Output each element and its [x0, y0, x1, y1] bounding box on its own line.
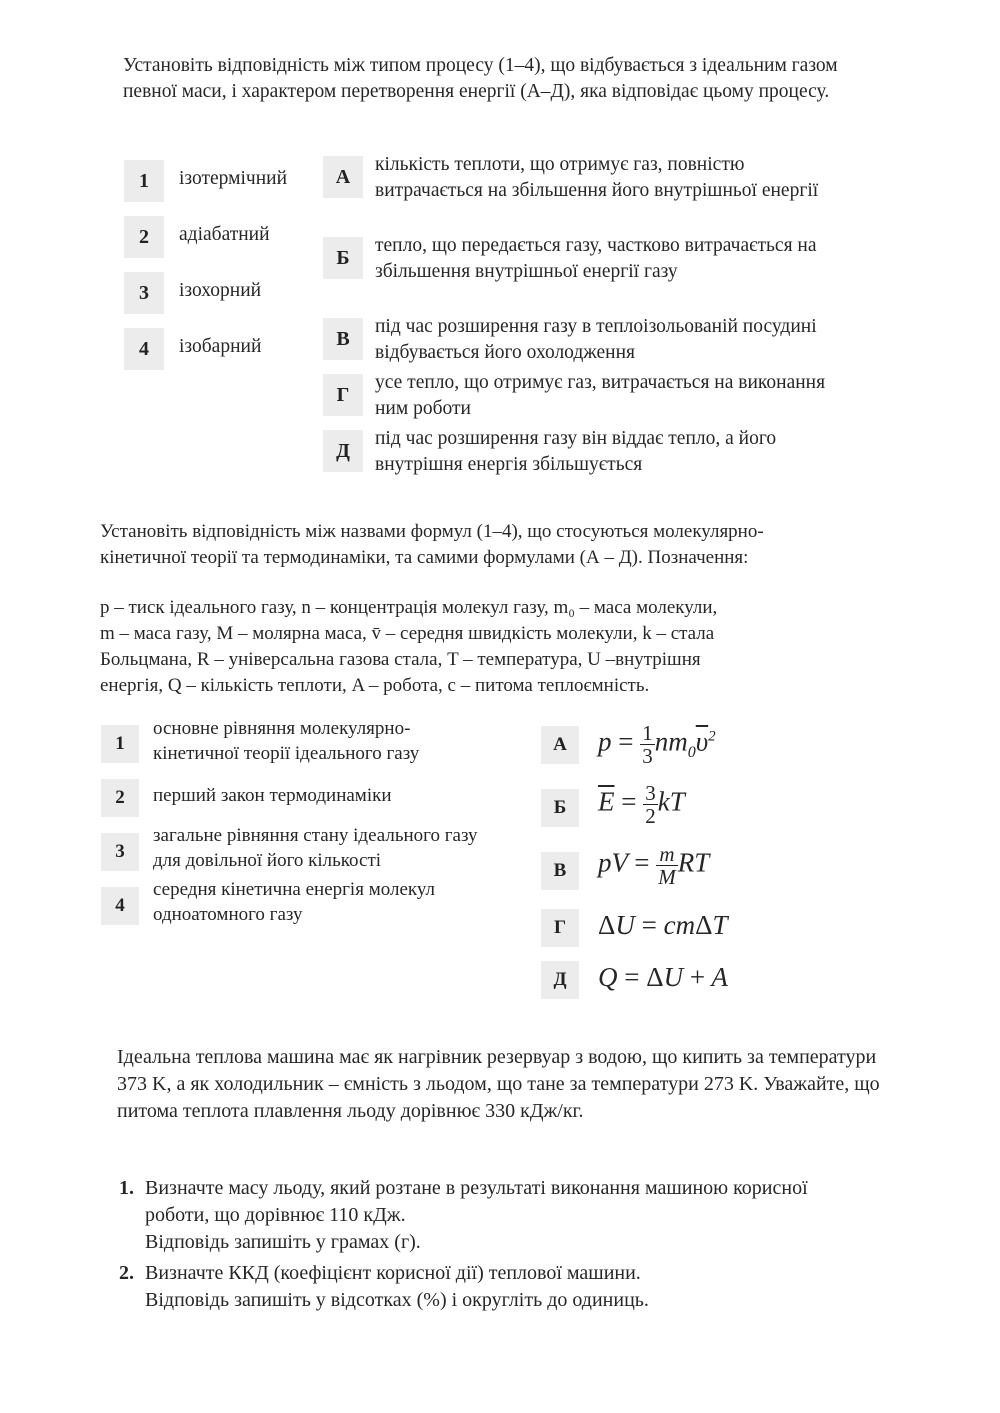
task3-question-2-num: 2. — [119, 1262, 134, 1284]
task2-formula-letter-v: В — [541, 852, 579, 890]
task2-left-num-4: 4 — [101, 887, 139, 925]
task3-question-2-note: Відповідь запишіть у відсотках (%) і округліть до одиниць. — [145, 1289, 649, 1311]
task1-left-num-4: 4 — [124, 328, 164, 370]
task1-right-letter-a: А — [323, 156, 363, 198]
task1-right-letter-b: Б — [323, 237, 363, 279]
task2-left-label-3: загальне рівняння стану ідеального газу для довільної його кількості — [153, 825, 478, 871]
task1-left-label-4: ізобарний — [179, 336, 262, 357]
formula-d: Q = ΔU + A — [598, 962, 728, 992]
task1-right-letter-v: В — [323, 318, 363, 360]
task1-right-letter-d: Д — [323, 430, 363, 472]
task2-intro: Установіть відповідність між назвами формул (1–4), що стосуються молекулярно-кінетичної теорії та термодинаміки, та самими формулами (А – Д). Позначення: — [100, 521, 764, 568]
task2-left-label-1: основне рівняння молекулярно-кінетичної теорії ідеального газу — [153, 718, 420, 764]
task2-left-label-4: середня кінетична енергія молекул одноатомного газу — [153, 879, 435, 925]
legend-line-4: енергія, Q – кількість теплоти, A – робота, c – питома теплоємність. — [100, 675, 650, 696]
task1-right-letter-h: Г — [323, 374, 363, 416]
task3-question-2-text: Визначте ККД (коефіцієнт корисної дії) теплової машини. — [145, 1262, 641, 1284]
task3-questions — [119, 1175, 849, 1314]
task2-left-num-1: 1 — [101, 725, 139, 763]
task2-legend — [100, 595, 830, 699]
legend-line-1: p – тиск ідеального газу, n – концентрація молекул газу, m₀ – маса молекули, — [100, 597, 718, 618]
task1-left-num-2: 2 — [124, 216, 164, 258]
task2-formula-letter-d: Д — [541, 961, 579, 999]
formula-b: $\overline{E}$ = $\frac{3}{2}$ kT — [598, 781, 685, 828]
legend-line-2: m – маса газу, M – молярна маса, v̄ – середня швидкість молекули, k – стала — [100, 623, 715, 644]
task1-left-num-1: 1 — [124, 160, 164, 202]
task1-left-label-3: ізохорний — [179, 280, 262, 301]
task3-question-1-text: Визначте масу льоду, який розтане в результаті виконання машиною корисної роботи, що дорівнює 110 кДж. — [145, 1177, 808, 1226]
task2-left-num-2: 2 — [101, 779, 139, 817]
formula-a: p = $\frac{1}{3}$ $nm_0\overline{\upsilon}^2$ — [598, 721, 716, 768]
task1-intro: Установіть відповідність між типом процесу (1–4), що відбувається з ідеальним газом певної маси, і характером перетворення енергії (А–Д), яка відповідає цьому процесу. — [123, 55, 838, 102]
task1-left-num-3: 3 — [124, 272, 164, 314]
task3-question-1 — [119, 1175, 849, 1256]
formula-v: pV = $\frac{m}{M}$ RT — [598, 842, 710, 889]
task3-question-1-num: 1. — [119, 1177, 134, 1199]
task1-right-text-v: під час розширення газу в теплоізольованій посудині відбувається його охолодження — [375, 316, 817, 363]
task2-left-label-2: перший закон термодинаміки — [153, 785, 392, 806]
task1-right-text-b: тепло, що передається газу, частково витрачається на збільшення внутрішньої енергії газу — [375, 235, 817, 282]
task1-left-label-1: ізотермічний — [179, 168, 288, 189]
task1-right-text-a: кількість теплоти, що отримує газ, повністю витрачається на збільшення його внутрішньої енергії — [375, 154, 819, 201]
formula-h: ΔU = cmΔT — [598, 910, 728, 940]
task3-question-1-note: Відповідь запишіть у грамах (г). — [145, 1231, 421, 1253]
task2-formula-letter-a: А — [541, 726, 579, 764]
task3-question-2 — [119, 1260, 849, 1314]
task1-right-text-d: під час розширення газу він віддає тепло, а його внутрішня енергія збільшується — [375, 428, 777, 475]
task2-formula-letter-b: Б — [541, 789, 579, 827]
task2-left-num-3: 3 — [101, 833, 139, 871]
task2-formula-letter-h: Г — [541, 909, 579, 947]
legend-line-3: Больцмана, R – універсальна газова стала, T – температура, U –внутрішня — [100, 649, 701, 670]
task3-intro: Ідеальна теплова машина має як нагрівник резервуар з водою, що кипить за температури 373 K, а як холодильник – ємність з льодом, що тане за температури 273 K. Уважайте, що питома теплота плавлення льоду дорівнює 330 кДж/кг. — [117, 1046, 880, 1122]
task1-right-text-h: усе тепло, що отримує газ, витрачається на виконання ним роботи — [375, 372, 826, 419]
task1-left-label-2: адіабатний — [179, 224, 270, 245]
